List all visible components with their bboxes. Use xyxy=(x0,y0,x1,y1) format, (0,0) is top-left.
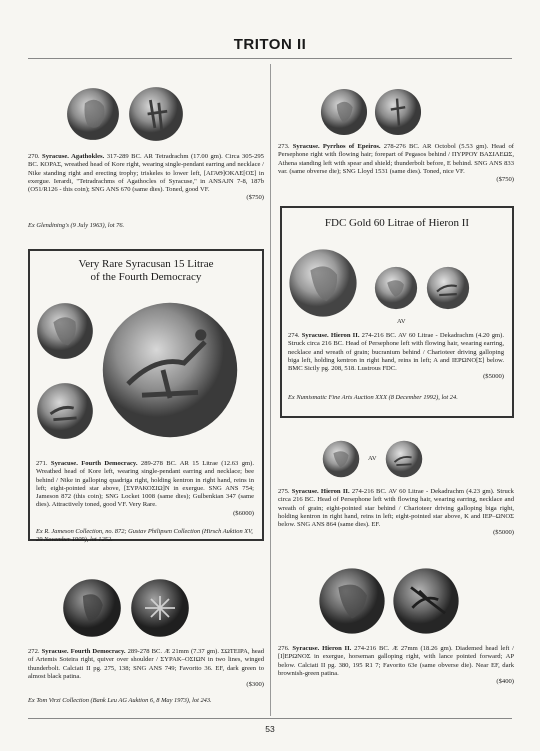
coin-273-obverse xyxy=(320,88,368,136)
header-rule xyxy=(28,58,512,59)
footer-rule xyxy=(28,718,512,719)
metal-label-274: AV xyxy=(397,318,406,325)
lot-274-provenance: Ex Numismatic Fine Arts Auction XXX (8 December 1992), lot 24. xyxy=(288,394,458,401)
coin-270-obverse xyxy=(66,86,120,142)
lot-275: 275. Syracuse. Hieron II. 274-216 BC. AV 60 Litrae - Dekadrachm (4.23 gm). Struck circa 216 BC. Head of Persephone left with flowing hair, wearing earring, necklace and wreath of grain; eight-pointed star behind / Charioteer driving galloping biga right, holding kentron in right hand, reins in left; eight-pointed star above, K and ΙΕΡ–ΩΝΟΣ below. SNG ANS 864 (same dies). EF. ($5000) xyxy=(278,488,514,537)
coin-271-reverse-large xyxy=(100,300,240,440)
box1-title: Very Rare Syracusan 15 Litrae of the Fourth Democracy xyxy=(78,258,214,283)
lot-271-provenance: Ex R. Jameson Collection, no. 872; Gustav Philipsen Collection (Hirsch Auktion XV, 29 November 1909), lot 1252. xyxy=(36,528,253,543)
coin-271-obverse xyxy=(36,302,94,360)
page-number: 53 xyxy=(265,724,275,734)
coin-274-obverse xyxy=(288,248,358,318)
lot-272-provenance: Ex Tom Virzi Collection (Bank Leu AG Auktion 6, 8 May 1973), lot 243. xyxy=(28,697,212,704)
coin-271-reverse-small xyxy=(36,382,94,440)
column-divider xyxy=(270,64,271,716)
metal-label-275: AV xyxy=(368,455,377,462)
lot-271: 271. Syracuse. Fourth Democracy. 289-278 BC. AR 15 Litrae (12.63 gm). Wreathed head of Kore left, wearing single-pendant earring and necklace; bee behind / Nike in galloping quadriga right, holding kentron in right hand, reins in left; eight-pointed star above, [ΣΥΡΑΚΟΣΙΩ]Ν in exergue. SNG ANS 754; Jameson 872 (this coin); SNG Locket 1008 (same dies); Gulbenkian 347 (same dies). Attractively toned, good VF. Very Rare. ($6000) xyxy=(36,460,254,517)
lot-276: 276. Syracuse. Hieron II. 274-216 BC. Æ 27mm (18.26 gm). Diademed head left / [Ι]ΕΡΩΝΟΣ in exergue, horseman galloping right, with lance pointed forward; AP below. Calciati II pg. 380, 195 R1 7; Favorito 63e (same obverse die). Near EF, dark brownish-green patina. ($400) xyxy=(278,645,514,686)
box2-title: FDC Gold 60 Litrae of Hieron II xyxy=(324,217,470,229)
lot-273: 273. Syracuse. Pyrrhos of Epeiros. 278-276 BC. AR Octobol (5.53 gm). Head of Persephone right with flowing hair; forepart of Pegasos behind / ΠΥΡΡΟΥ ΒΑΣΙΛΕΩΣ, Athena standing left with spear and shield; thunderbolt before, E behind. SNG ANS 833 var. (same obverse die); SNG Lloyd 1531 (same dies). Toned, nice VF. ($750) xyxy=(278,143,514,184)
coin-276-reverse xyxy=(392,567,460,635)
page-header: TRITON II xyxy=(233,36,307,53)
coin-273-reverse xyxy=(374,88,422,136)
coin-272-reverse xyxy=(130,578,190,638)
coin-275-reverse xyxy=(385,440,423,478)
coin-274-reverse-small xyxy=(374,266,418,310)
lot-274: 274. Syracuse. Hieron II. 274-216 BC. AV 60 Litrae - Dekadrachm (4.20 gm). Struck circa 216 BC. Head of Persephone left with flowing hair, wearing earring, necklace and wreath of grain; bucranium behind / Charioteer driving galloping biga left, holding kentron in right hand, reins in left; A and ΙΕΡΩΝΟ[Σ] below. BMC Sicily pg. 208, 518. Lustrous FDC. ($5000) xyxy=(288,332,504,381)
coin-272-obverse xyxy=(62,578,122,638)
coin-275-obverse xyxy=(322,440,360,478)
coin-276-obverse xyxy=(318,567,386,635)
coin-274-reverse xyxy=(426,266,470,310)
lot-270-provenance: Ex Glendining's (9 July 1963), lot 76. xyxy=(28,222,125,229)
coin-270-reverse xyxy=(128,86,184,142)
lot-272: 272. Syracuse. Fourth Democracy. 289-278 BC. Æ 21mm (7.37 gm). ΣΩΤΕΙΡΑ, head of Artemis Soteira right, quiver over shoulder / ΣΥΡΑΚ–ΟΣΙΩΝ in two lines, winged thunderbolt. Calciati II pg. 275, 138; SNG ANS 749; Favorito 36. EF, dark green to almost black patina. ($300) xyxy=(28,648,265,689)
lot-270: 270. Syracuse. Agathokles. 317-289 BC. AR Tetradrachm (17.00 gm). Circa 305-295 BC. ΚΟΡΑΣ, wreathed head of Kore right, wearing single-pendant earring and necklace / Nike standing right and erecting trophy; triskeles to lower left, [ΑΓΑΘ]ΟΚΛΕ[ΟΣ] in exergue. Ierardi, "Tetradrachms of Agathocles of Syracuse," in ANSAJN 7-8, 187b (O51/R126 - this coin); SNG ANS 670 (same dies). Toned, good VF. ($750) xyxy=(28,153,264,202)
